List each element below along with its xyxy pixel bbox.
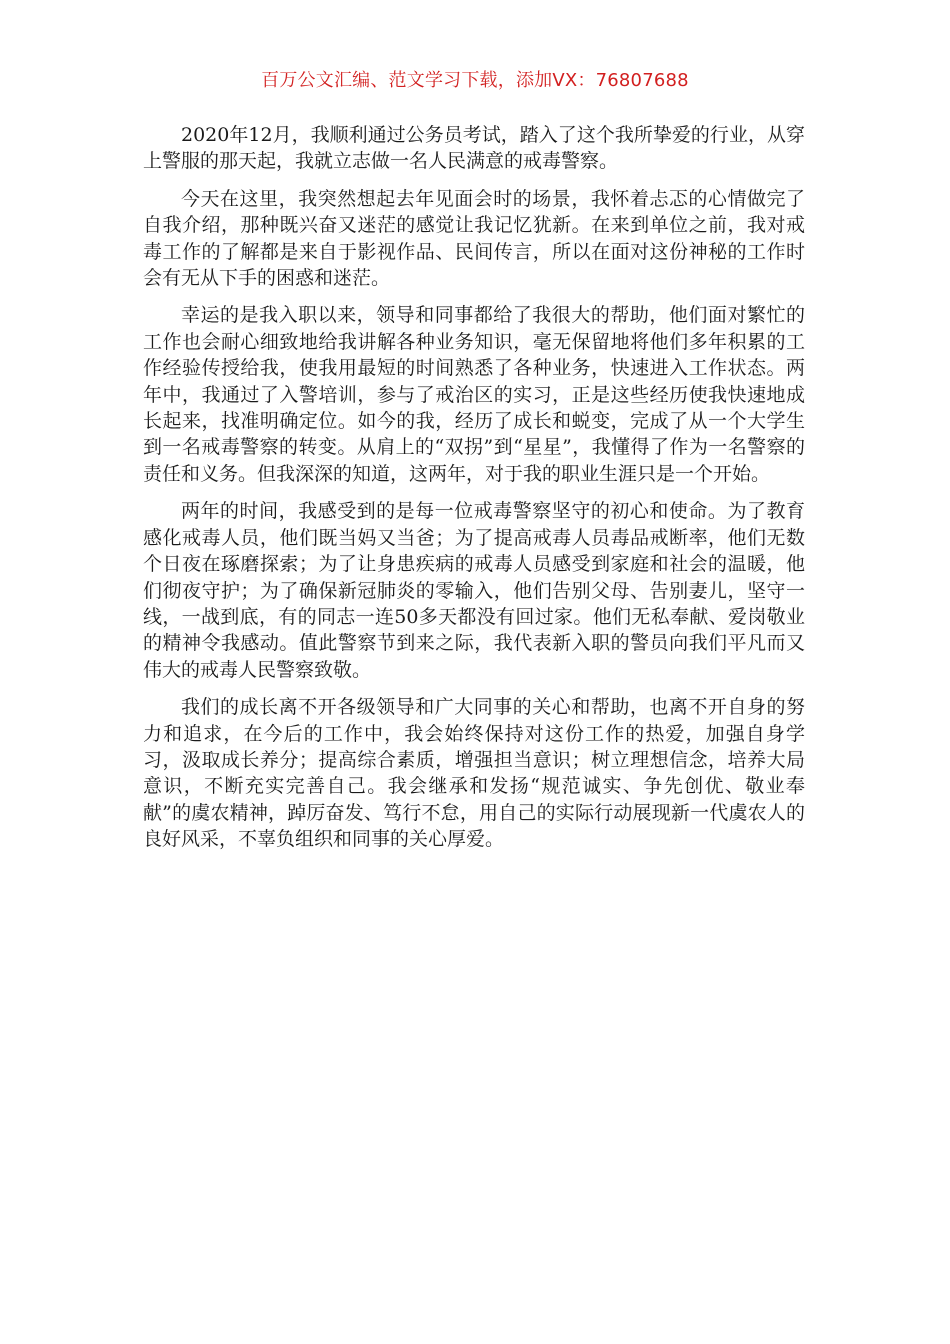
paragraph-3: 幸运的是我入职以来，领导和同事都给了我很大的帮助，他们面对繁忙的工作也会耐心细致地给我讲解各种业务知识，毫无保留地将他们多年积累的工作经验传授给我，使我用最短的时间熟悉了各种业务，快速进入工作状态。两年中，我通过了入警培训，参与了戒治区的实习，正是这些经历使我快速地成长起来，找准明确定位。如今的我，经历了成长和蜕变，完成了从一个大学生到一名戒毒警察的转变。从肩上的“双拐”到“星星”，我懂得了作为一名警察的责任和义务。但我深深的知道，这两年，对于我的职业生涯只是一个开始。	[143, 304, 805, 485]
paragraph-4: 两年的时间，我感受到的是每一位戒毒警察坚守的初心和使命。为了教育感化戒毒人员，他们既当妈又当爸；为了提高戒毒人员毒品戒断率，他们无数个日夜在琢磨探索；为了让身患疾病的戒毒人员感受到家庭和社会的温暖，他们彻夜守护；为了确保新冠肺炎的零输入，他们告别父母、告别妻儿，坚守一线，一战到底，有的同志一连50多天都没有回过家。他们无私奉献、爱岗敬业的精神令我感动。值此警察节到来之际，我代表新入职的警员向我们平凡而又伟大的戒毒人民警察致敬。	[143, 500, 805, 681]
paragraph-2: 今天在这里，我突然想起去年见面会时的场景，我怀着忐忑的心情做完了自我介绍，那种既兴奋又迷茫的感觉让我记忆犹新。在来到单位之前，我对戒毒工作的了解都是来自于影视作品、民间传言，所以在面对这份神秘的工作时会有无从下手的困惑和迷茫。	[143, 187, 805, 290]
header-watermark-text: 百万公文汇编、范文学习下载，添加VX：76807688	[261, 70, 689, 91]
document-body	[143, 122, 805, 864]
paragraph-5: 我们的成长离不开各级领导和广大同事的关心和帮助，也离不开自身的努力和追求，在今后的工作中，我会始终保持对这份工作的热爱，加强自身学习，汲取成长养分；提高综合素质，增强担当意识；树立理想信念，培养大局意识，不断充实完善自己。我会继承和发扬“规范诚实、争先创优、敬业奉献”的虞农精神，踔厉奋发、笃行不怠，用自己的实际行动展现新一代虞农人的良好风采，不辜负组织和同事的关心厚爱。	[143, 696, 805, 851]
paragraph-1: 2020年12月，我顺利通过公务员考试，踏入了这个我所挚爱的行业，从穿上警服的那天起，我就立志做一名人民满意的戒毒警察。	[143, 124, 805, 173]
